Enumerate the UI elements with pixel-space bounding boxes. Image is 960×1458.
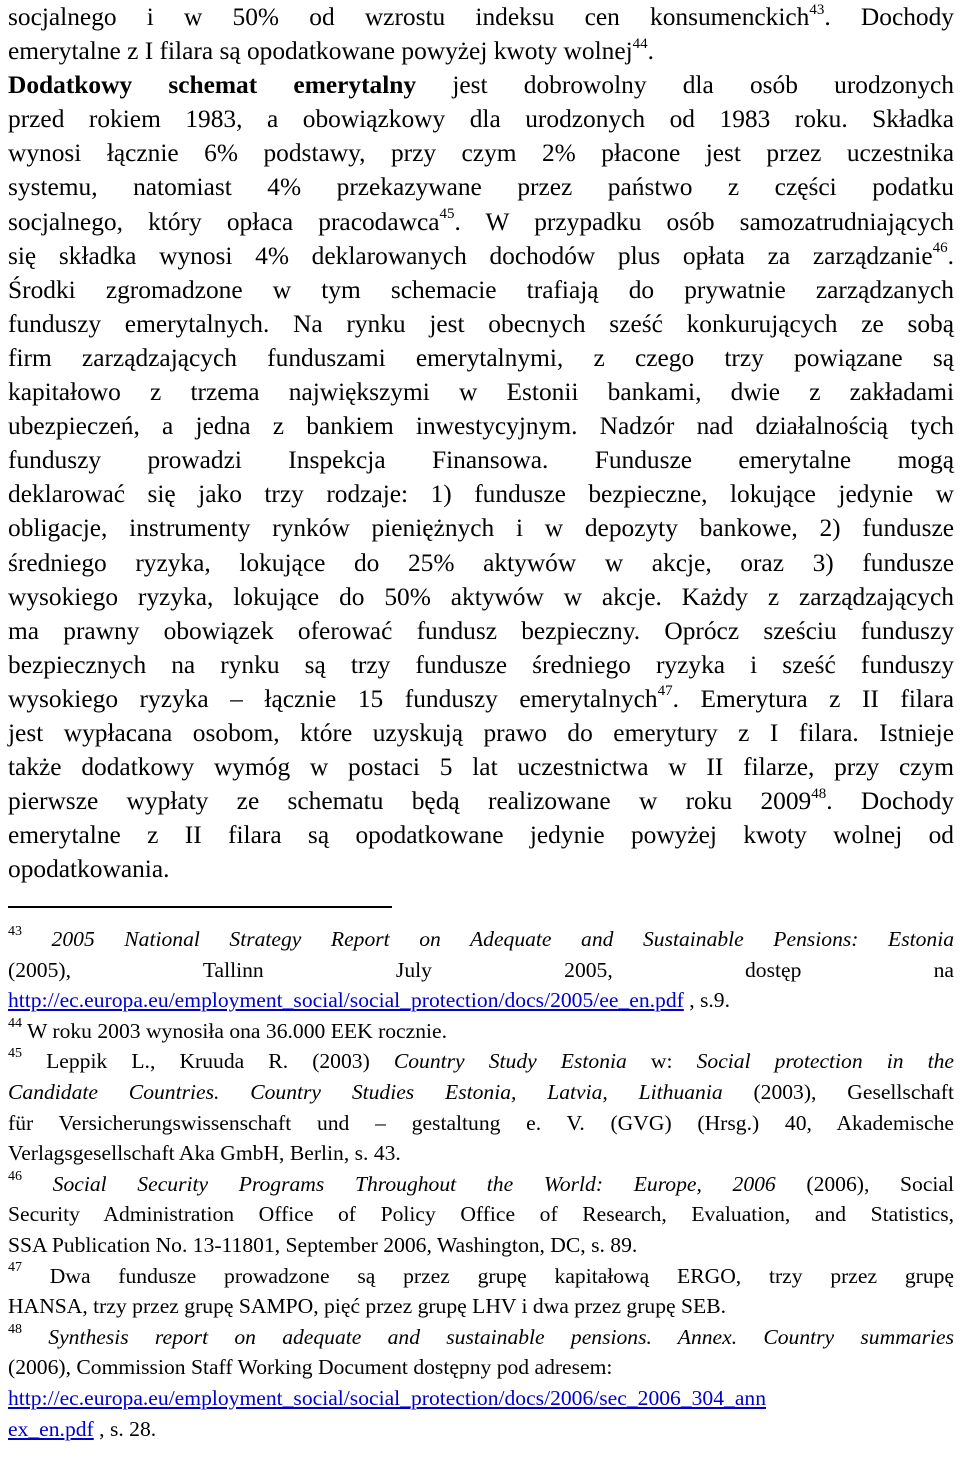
footnote-ref: 48 — [811, 785, 827, 802]
text-run: bezpiecznych na rynku są trzy fundusze średniego ryzyka i sześć funduszy — [8, 650, 954, 679]
italic-title: Social Security Programs Throughout the World: Europe, 2006 — [52, 1171, 776, 1196]
text-run: . Dochody — [826, 787, 955, 816]
source-link[interactable]: http://ec.europa.eu/employment_social/social_protection/docs/2006/sec_2006_304_ann — [8, 1385, 766, 1410]
text-run: . Emerytura z II filara — [672, 684, 954, 713]
text-run: W roku 2003 wynosiła ona 36.000 EEK rocznie. — [22, 1018, 448, 1043]
body-line — [8, 341, 954, 375]
text-run: wysokiego ryzyka – łącznie 15 funduszy emerytalnych — [8, 684, 658, 713]
body-line — [8, 546, 954, 580]
text-run: SSA Publication No. 13-11801, September 2006, Washington, DC, s. 89. — [8, 1232, 638, 1257]
footnotes-line — [8, 985, 954, 1016]
italic-title: 2005 National Strategy Report on Adequate and Sustainable Pensions: Estonia — [51, 927, 954, 951]
text-run: systemu, natomiast 4% przekazywane przez państwo z części podatku — [8, 173, 954, 202]
text-run: opodatkowania. — [8, 855, 170, 884]
body-line — [8, 409, 954, 443]
text-run: w: — [626, 1049, 697, 1074]
text-run: deklarować się jako trzy rodzaje: 1) fundusze bezpieczne, lokujące jedynie w — [8, 480, 954, 509]
text-run: także dodatkowy wymóg w postaci 5 lat uczestnictwa w II filarze, przy czym — [8, 753, 954, 782]
text-run: funduszy emerytalnych. Na rynku jest obecnych sześć konkurujących ze sobą — [8, 309, 954, 338]
body-line — [8, 648, 954, 682]
footnotes-line — [8, 1169, 954, 1200]
text-run: . Dochody — [824, 3, 954, 31]
footnotes-line — [8, 1016, 954, 1047]
text-run: ubezpieczeń, a jedna z bankiem inwestycyjnym. Nadzór nad działalnością tych — [8, 412, 954, 441]
text-run: für Versicherungswissenschaft und – gestaltung e. V. (GVG) (Hrsg.) 40, Akademische — [8, 1110, 954, 1135]
footnotes-line — [8, 1199, 954, 1230]
body-line — [8, 34, 954, 68]
body-line — [8, 273, 954, 307]
body-line — [8, 375, 954, 409]
text-run: (2003), Gesellschaft — [722, 1079, 954, 1104]
body-text — [8, 0, 954, 886]
footnote-number: 44 — [8, 1015, 22, 1031]
footnote-number: 46 — [8, 1168, 22, 1184]
text-run — [22, 927, 52, 951]
text-run — [22, 1325, 48, 1349]
body-line — [8, 852, 954, 886]
body-line — [8, 443, 954, 477]
footnote-ref: 47 — [657, 683, 673, 700]
footnotes-line — [8, 1261, 954, 1292]
source-link[interactable]: ex_en.pdf — [8, 1416, 94, 1441]
text-run: jest wypłacana osobom, które uzyskują prawo do emerytury z I filara. Istnieje — [8, 718, 954, 747]
body-line — [8, 68, 954, 102]
italic-title: Country Study Estonia — [393, 1049, 627, 1074]
source-link[interactable]: http://ec.europa.eu/employment_social/social_protection/docs/2005/ee_en.pdf — [8, 988, 684, 1013]
footnotes-line — [8, 1322, 954, 1353]
body-line — [8, 0, 954, 34]
footnotes-line — [8, 1291, 954, 1322]
text-run: się składka wynosi 4% deklarowanych dochodów plus opłata za zarządzanie — [8, 241, 933, 270]
footnotes-line — [8, 1383, 954, 1414]
text-run: obligacje, instrumenty rynków pieniężnych i w depozyty bankowe, 2) fundusze — [8, 514, 954, 543]
footnotes-line — [8, 1046, 954, 1077]
text-run: Dwa fundusze prowadzone są przez grupę kapitałową ERGO, trzy przez grupę — [22, 1263, 954, 1288]
text-run: socjalnego, który opłaca pracodawca — [8, 207, 440, 236]
text-run: emerytalne z II filara są opodatkowane jedynie powyżej kwoty wolnej od — [8, 821, 954, 850]
text-run: HANSA, trzy przez grupę SAMPO, pięć przez grupę LHV i dwa przez grupę SEB. — [8, 1294, 726, 1319]
footnote-ref: 44 — [632, 35, 648, 52]
text-run: Verlagsgesellschaft Aka GmbH, Berlin, s. 43. — [8, 1141, 401, 1166]
text-run: Security Administration Office of Policy Office of Research, Evaluation, and Statistics, — [8, 1202, 954, 1227]
text-run: kapitałowo z trzema największymi w Estonii bankami, dwie z zakładami — [8, 378, 954, 407]
body-line — [8, 307, 954, 341]
text-run: (2006), Social — [775, 1171, 954, 1196]
text-run: pierwsze wypłaty ze schematu będą realizowane w roku 2009 — [8, 787, 812, 816]
body-line — [8, 477, 954, 511]
body-line — [8, 205, 954, 239]
footnote-number: 48 — [8, 1321, 22, 1337]
text-run: firm zarządzających funduszami emerytalnymi, z czego trzy powiązane są — [8, 343, 954, 372]
text-run: wynosi łącznie 6% podstawy, przy czym 2% płacone jest przez uczestnika — [8, 139, 954, 168]
text-run: średniego ryzyka, lokujące do 25% aktywów w akcje, oraz 3) fundusze — [8, 548, 954, 577]
body-line — [8, 614, 954, 648]
italic-title: Synthesis report on adequate and sustainable pensions. Annex. Country summaries — [48, 1324, 954, 1349]
footnotes-line — [8, 924, 954, 955]
body-line — [8, 682, 954, 716]
footnote-ref: 45 — [439, 206, 455, 223]
body-line — [8, 170, 954, 204]
footnotes-line — [8, 1108, 954, 1139]
footnote-ref: 46 — [932, 240, 948, 257]
italic-title: Candidate Countries. Country Studies Estonia, Latvia, Lithuania — [8, 1079, 723, 1104]
body-line — [8, 102, 954, 136]
footnotes — [8, 924, 954, 1444]
footnotes-line — [8, 1352, 954, 1383]
text-run: Środki zgromadzone w tym schemacie trafiają do prywatnie zarządzanych — [8, 275, 954, 304]
text-run: . — [947, 241, 954, 270]
text-run: przed rokiem 1983, a obowiązkowy dla urodzonych od 1983 roku. Składka — [8, 105, 954, 134]
body-line — [8, 580, 954, 614]
text-run: (2006), Commission Staff Working Document dostępny pod adresem: — [8, 1355, 613, 1380]
footnote-ref: 43 — [809, 1, 825, 18]
italic-title: Social protection in the — [696, 1049, 954, 1074]
text-run: . — [647, 37, 655, 66]
footnotes-line — [8, 1077, 954, 1108]
text-run: Leppik L., Kruuda R. (2003) — [22, 1049, 394, 1074]
text-run: . W przypadku osób samozatrudniających — [454, 207, 954, 236]
body-line — [8, 136, 954, 170]
text-run: jest dobrowolny dla osób urodzonych — [416, 71, 954, 100]
text-run: , s. 28. — [93, 1416, 157, 1441]
footnote-number: 45 — [8, 1046, 22, 1062]
document-page — [8, 0, 955, 1441]
text-run: , s.9. — [683, 988, 731, 1013]
footnote-number: 47 — [8, 1260, 22, 1276]
footnote-number: 43 — [8, 923, 22, 939]
footnotes-line — [8, 1414, 954, 1445]
footnote-separator — [8, 906, 392, 908]
text-run — [22, 1172, 53, 1196]
footnotes-line — [8, 955, 954, 986]
body-line — [8, 750, 954, 784]
body-line — [8, 784, 954, 818]
text-run: wysokiego ryzyka, lokujące do 50% aktywów w akcje. Każdy z zarządzających — [8, 582, 954, 611]
footnotes-line — [8, 1138, 954, 1169]
body-line — [8, 511, 954, 545]
footnotes-line — [8, 1230, 954, 1261]
text-run: ma prawny obowiązek oferować fundusz bezpieczny. Oprócz sześciu funduszy — [8, 616, 954, 645]
text-run: (2005), Tallinn July 2005, dostęp na — [8, 957, 954, 982]
text-run: socjalnego i w 50% od wzrostu indeksu cen konsumenckich — [8, 3, 810, 31]
body-line — [8, 818, 954, 852]
text-run: emerytalne z I filara są opodatkowane powyżej kwoty wolnej — [8, 37, 633, 66]
bold-term: Dodatkowy schemat emerytalny — [8, 71, 417, 100]
body-line — [8, 239, 954, 273]
text-run: funduszy prowadzi Inspekcja Finansowa. Fundusze emerytalne mogą — [8, 446, 954, 475]
body-line — [8, 716, 954, 750]
